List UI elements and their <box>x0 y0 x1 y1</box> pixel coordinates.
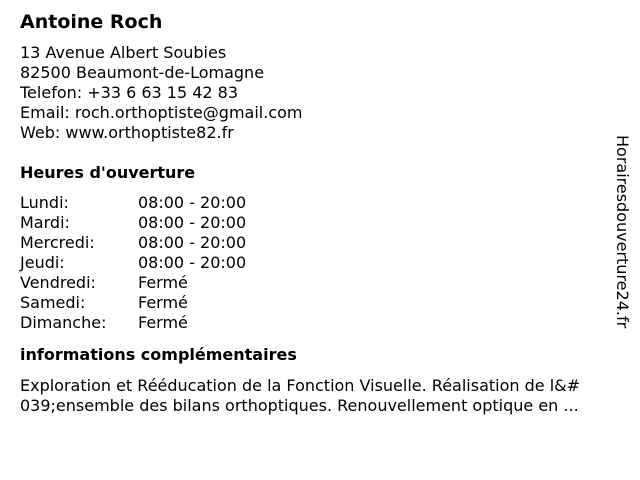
business-name: Antoine Roch <box>20 11 163 33</box>
additional-info-title: informations complémentaires <box>20 345 297 364</box>
day-label: Dimanche: <box>20 313 107 332</box>
hours-row-thursday <box>20 253 620 273</box>
hours-row-sunday <box>20 313 620 333</box>
email-address: Email: roch.orthoptiste@gmail.com <box>20 103 303 122</box>
phone-number: Telefon: +33 6 63 15 42 83 <box>20 83 239 102</box>
site-brand-vertical: Horairesdouverture24.fr <box>613 135 632 329</box>
hours-row-tuesday <box>20 213 620 233</box>
day-hours: 08:00 - 20:00 <box>138 193 247 212</box>
day-hours: 08:00 - 20:00 <box>138 253 247 272</box>
website: Web: www.orthoptiste82.fr <box>20 123 234 142</box>
day-label: Lundi: <box>20 193 69 212</box>
opening-hours-table <box>20 193 620 333</box>
info-line: 039;ensemble des bilans orthoptiques. Renouvellement optique en ... <box>20 396 579 415</box>
day-label: Vendredi: <box>20 273 96 292</box>
opening-hours-title: Heures d'ouverture <box>20 163 196 182</box>
additional-info-text <box>20 376 640 416</box>
day-hours: Fermé <box>138 273 188 292</box>
hours-row-wednesday <box>20 233 620 253</box>
day-label: Samedi: <box>20 293 86 312</box>
info-line: Exploration et Rééducation de la Fonction Visuelle. Réalisation de l&# <box>20 376 581 395</box>
day-label: Mercredi: <box>20 233 95 252</box>
business-card <box>20 10 620 416</box>
city-address: 82500 Beaumont-de-Lomagne <box>20 63 265 82</box>
day-hours: Fermé <box>138 293 188 312</box>
hours-row-friday <box>20 273 620 293</box>
day-hours: 08:00 - 20:00 <box>138 213 247 232</box>
contact-block <box>20 43 620 143</box>
hours-row-saturday <box>20 293 620 313</box>
street-address: 13 Avenue Albert Soubies <box>20 43 227 62</box>
day-label: Jeudi: <box>20 253 65 272</box>
day-hours: 08:00 - 20:00 <box>138 233 247 252</box>
day-hours: Fermé <box>138 313 188 332</box>
hours-row-monday <box>20 193 620 213</box>
day-label: Mardi: <box>20 213 70 232</box>
